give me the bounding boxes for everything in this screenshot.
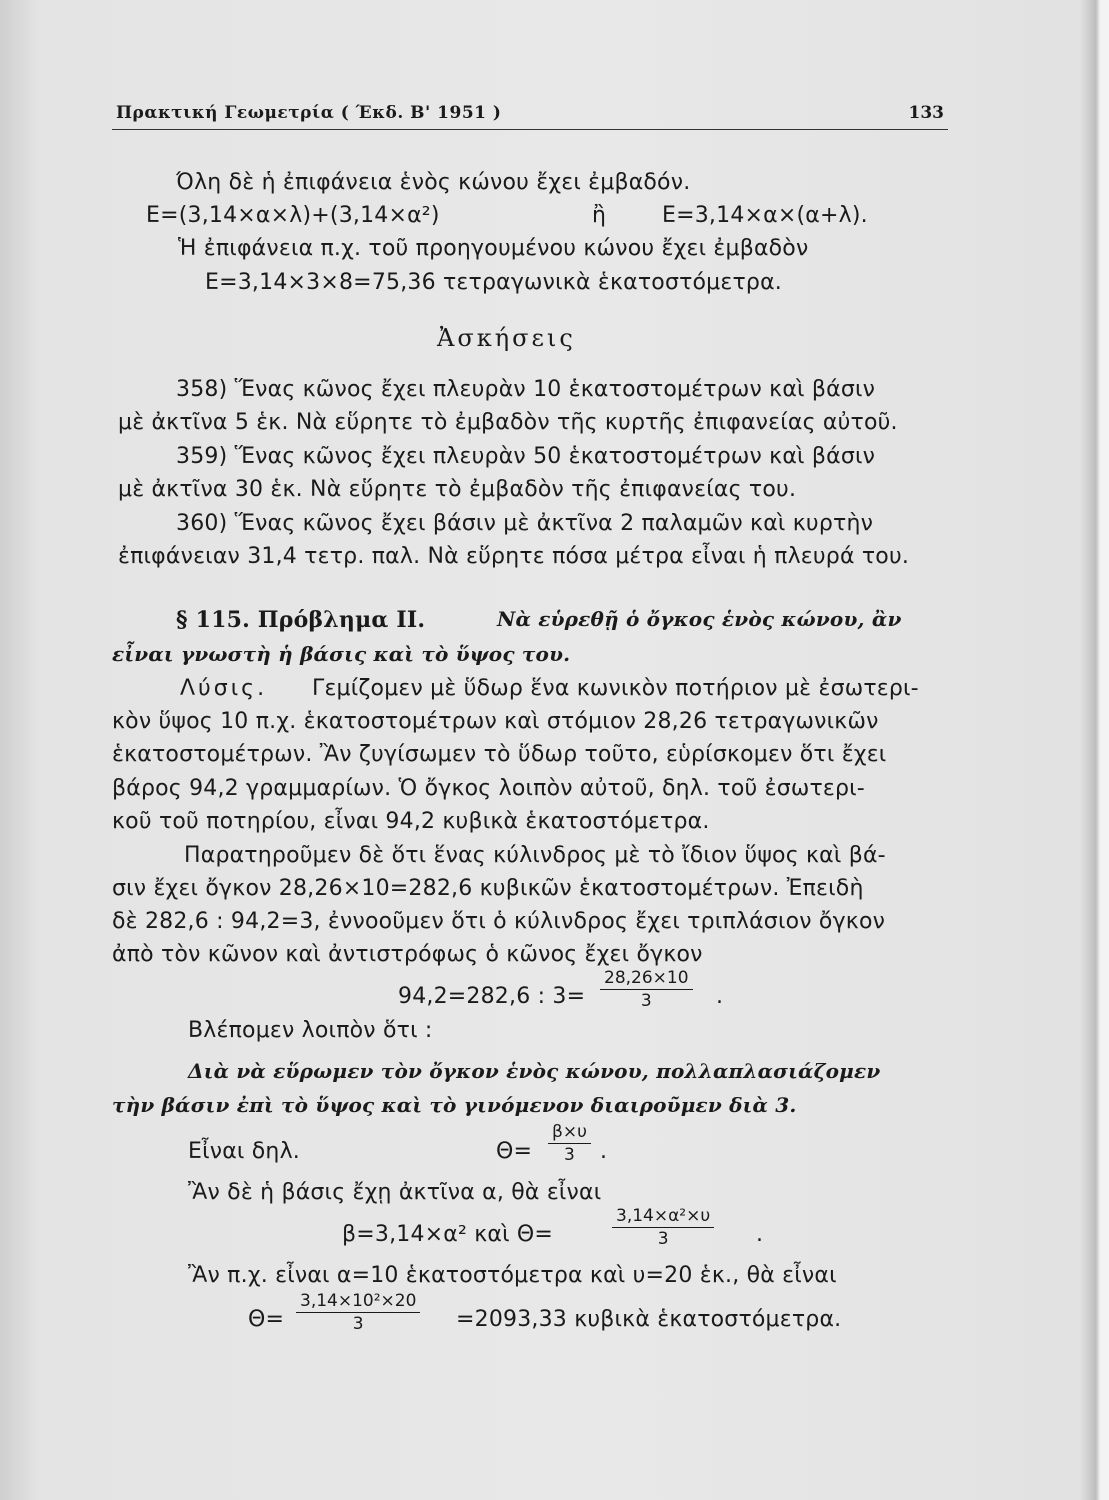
exercise-358-line-1: 358) Ἕνας κῶνος ἔχει πλευρὰν 10 ἑκατοστομέτρων καὶ βάσιν (176, 377, 876, 402)
formula-volume-fraction (548, 1122, 591, 1165)
formula-numeric-volume-rhs: =2093,33 κυβικὰ ἑκατοστόμετρα. (456, 1307, 842, 1332)
solution-line-6: Παρατηροῦμεν δὲ ὅτι ἕνας κύλινδρος μὲ τὸ ἴδιον ὕψος καὶ βά- (184, 843, 886, 868)
intro-line-3: Ἡ ἐπιφάνεια π.χ. τοῦ προηγουμένου κώνου ἔχει ἐμβαδὸν (178, 236, 809, 261)
exercise-359-line-1: 359) Ἕνας κῶνος ἔχει πλευρὰν 50 ἑκατοστομέτρων καὶ βάσιν (176, 444, 876, 469)
fraction-numerator: β×υ (548, 1122, 591, 1144)
fraction-denominator: 3 (352, 1314, 364, 1334)
solution-line-9: ἀπὸ τὸν κῶνον καὶ ἀντιστρόφως ὁ κῶνος ἔχει ὄγκον (112, 942, 703, 967)
solution-line-1: Γεμίζομεν μὲ ὕδωρ ἕνα κωνικὸν ποτήριον μὲ ἐσωτερι- (312, 676, 919, 701)
header-title: Πρακτική Γεωμετρία ( Έκδ. Β' 1951 ) (116, 103, 502, 123)
exercise-360-line-2: ἐπιφάνειαν 31,4 τετρ. παλ. Νὰ εὕρητε πόσα μέτρα εἶναι ἡ πλευρά του. (118, 544, 910, 569)
solution-line-12: Ἂν δὲ ἡ βάσις ἔχῃ ἀκτῖνα α, θὰ εἶναι (188, 1180, 602, 1205)
solution-line-3: ἑκατοστομέτρων. Ἂν ζυγίσωμεν τὸ ὕδωρ τοῦτο, εὑρίσκομεν ὅτι ἔχει (112, 742, 887, 767)
solution-line-10: Βλέπομεν λοιπὸν ὅτι : (188, 1018, 433, 1043)
intro-line-1: Όλη δὲ ἡ ἐπιφάνεια ἑνὸς κώνου ἔχει ἐμβαδόν. (176, 170, 691, 195)
formula-or: ἢ (592, 203, 607, 228)
solution-label: Λύσις. (180, 676, 268, 701)
formula-volume-example-fraction (600, 968, 693, 1011)
solution-line-13: Ἂν π.χ. εἶναι α=10 ἑκατοστόμετρα καὶ υ=20 ἑκ., θὰ εἶναι (188, 1263, 837, 1288)
solution-line-7: σιν ἔχει ὄγκον 28,26×10=282,6 κυβικῶν ἑκατοστομέτρων. Ἐπειδὴ (112, 876, 864, 901)
formula-numeric-volume-fraction (296, 1291, 420, 1334)
exercise-359-line-2: μὲ ἀκτῖνα 30 ἑκ. Νὰ εὕρητε τὸ ἐμβαδὸν τῆς ἐπιφανείας του. (118, 477, 797, 502)
problem-title-line-1: Νὰ εὑρεθῇ ὁ ὄγκος ἑνὸς κώνου, ἂν (497, 607, 902, 631)
exercises-heading: Ἀσκήσεις (437, 324, 576, 352)
fraction-denominator: 3 (657, 1229, 669, 1249)
solution-line-2: κὸν ὕψος 10 π.χ. ἑκατοστομέτρων καὶ στόμιον 28,26 τετραγωνικῶν (112, 709, 879, 734)
fraction-numerator: 28,26×10 (600, 968, 693, 990)
solution-line-4: βάρος 94,2 γραμμαρίων. Ὁ ὄγκος λοιπὸν αὐτοῦ, δηλ. τοῦ ἐσωτερι- (112, 776, 865, 801)
page-number: 133 (908, 103, 944, 123)
rule-line-1: Διὰ νὰ εὕρωμεν τὸν ὄγκον ἑνὸς κώνου, πολλαπλασιάζομεν (188, 1059, 881, 1083)
running-header (112, 103, 948, 130)
formula-end-period: . (716, 984, 724, 1009)
exercise-360-line-1: 360) Ἕνας κῶνος ἔχει βάσιν μὲ ἀκτῖνα 2 παλαμῶν καὶ κυρτὴν (176, 511, 874, 536)
formula-end-period: . (756, 1222, 764, 1247)
solution-line-8: δὲ 282,6 : 94,2=3, ἐννοοῦμεν ὅτι ὁ κύλινδρος ἔχει τριπλάσιον ὄγκον (112, 909, 886, 934)
fraction-numerator: 3,14×10²×20 (296, 1291, 420, 1313)
fraction-denominator: 3 (564, 1145, 575, 1165)
solution-line-5: κοῦ τοῦ ποτηρίου, εἶναι 94,2 κυβικὰ ἑκατοστόμετρα. (112, 809, 710, 834)
formula-volume-lhs: Θ= (496, 1139, 533, 1164)
problem-label: § 115. Πρόβλημα ΙΙ. (176, 607, 426, 633)
fraction-numerator: 3,14×α²×υ (612, 1206, 714, 1228)
formula-end-period: . (600, 1139, 608, 1164)
problem-title-line-2: εἶναι γνωστὴ ἡ βάσις καὶ τὸ ὕψος του. (112, 642, 571, 666)
formula-surface-b: Ε=3,14×α×(α+λ). (662, 203, 868, 228)
formula-base-and-volume-fraction (612, 1206, 714, 1249)
formula-surface-a: Ε=(3,14×α×λ)+(3,14×α²) (146, 203, 440, 228)
formula-volume-example-lhs: 94,2=282,6 : 3= (398, 984, 586, 1009)
solution-line-11: Εἶναι δηλ. (188, 1139, 300, 1164)
exercise-358-line-2: μὲ ἀκτῖνα 5 ἑκ. Νὰ εὕρητε τὸ ἐμβαδὸν τῆς κυρτῆς ἐπιφανείας αὐτοῦ. (118, 410, 898, 435)
rule-line-2: τὴν βάσιν ἐπὶ τὸ ὕψος καὶ τὸ γινόμενον διαιροῦμεν διὰ 3. (112, 1093, 797, 1117)
formula-base-and-volume-lhs: β=3,14×α² καὶ Θ= (342, 1222, 554, 1247)
fraction-denominator: 3 (640, 991, 652, 1011)
intro-example-formula: Ε=3,14×3×8=75,36 τετραγωνικὰ ἑκατοστόμετρα. (205, 270, 782, 295)
formula-numeric-volume-lhs: Θ= (248, 1307, 285, 1332)
